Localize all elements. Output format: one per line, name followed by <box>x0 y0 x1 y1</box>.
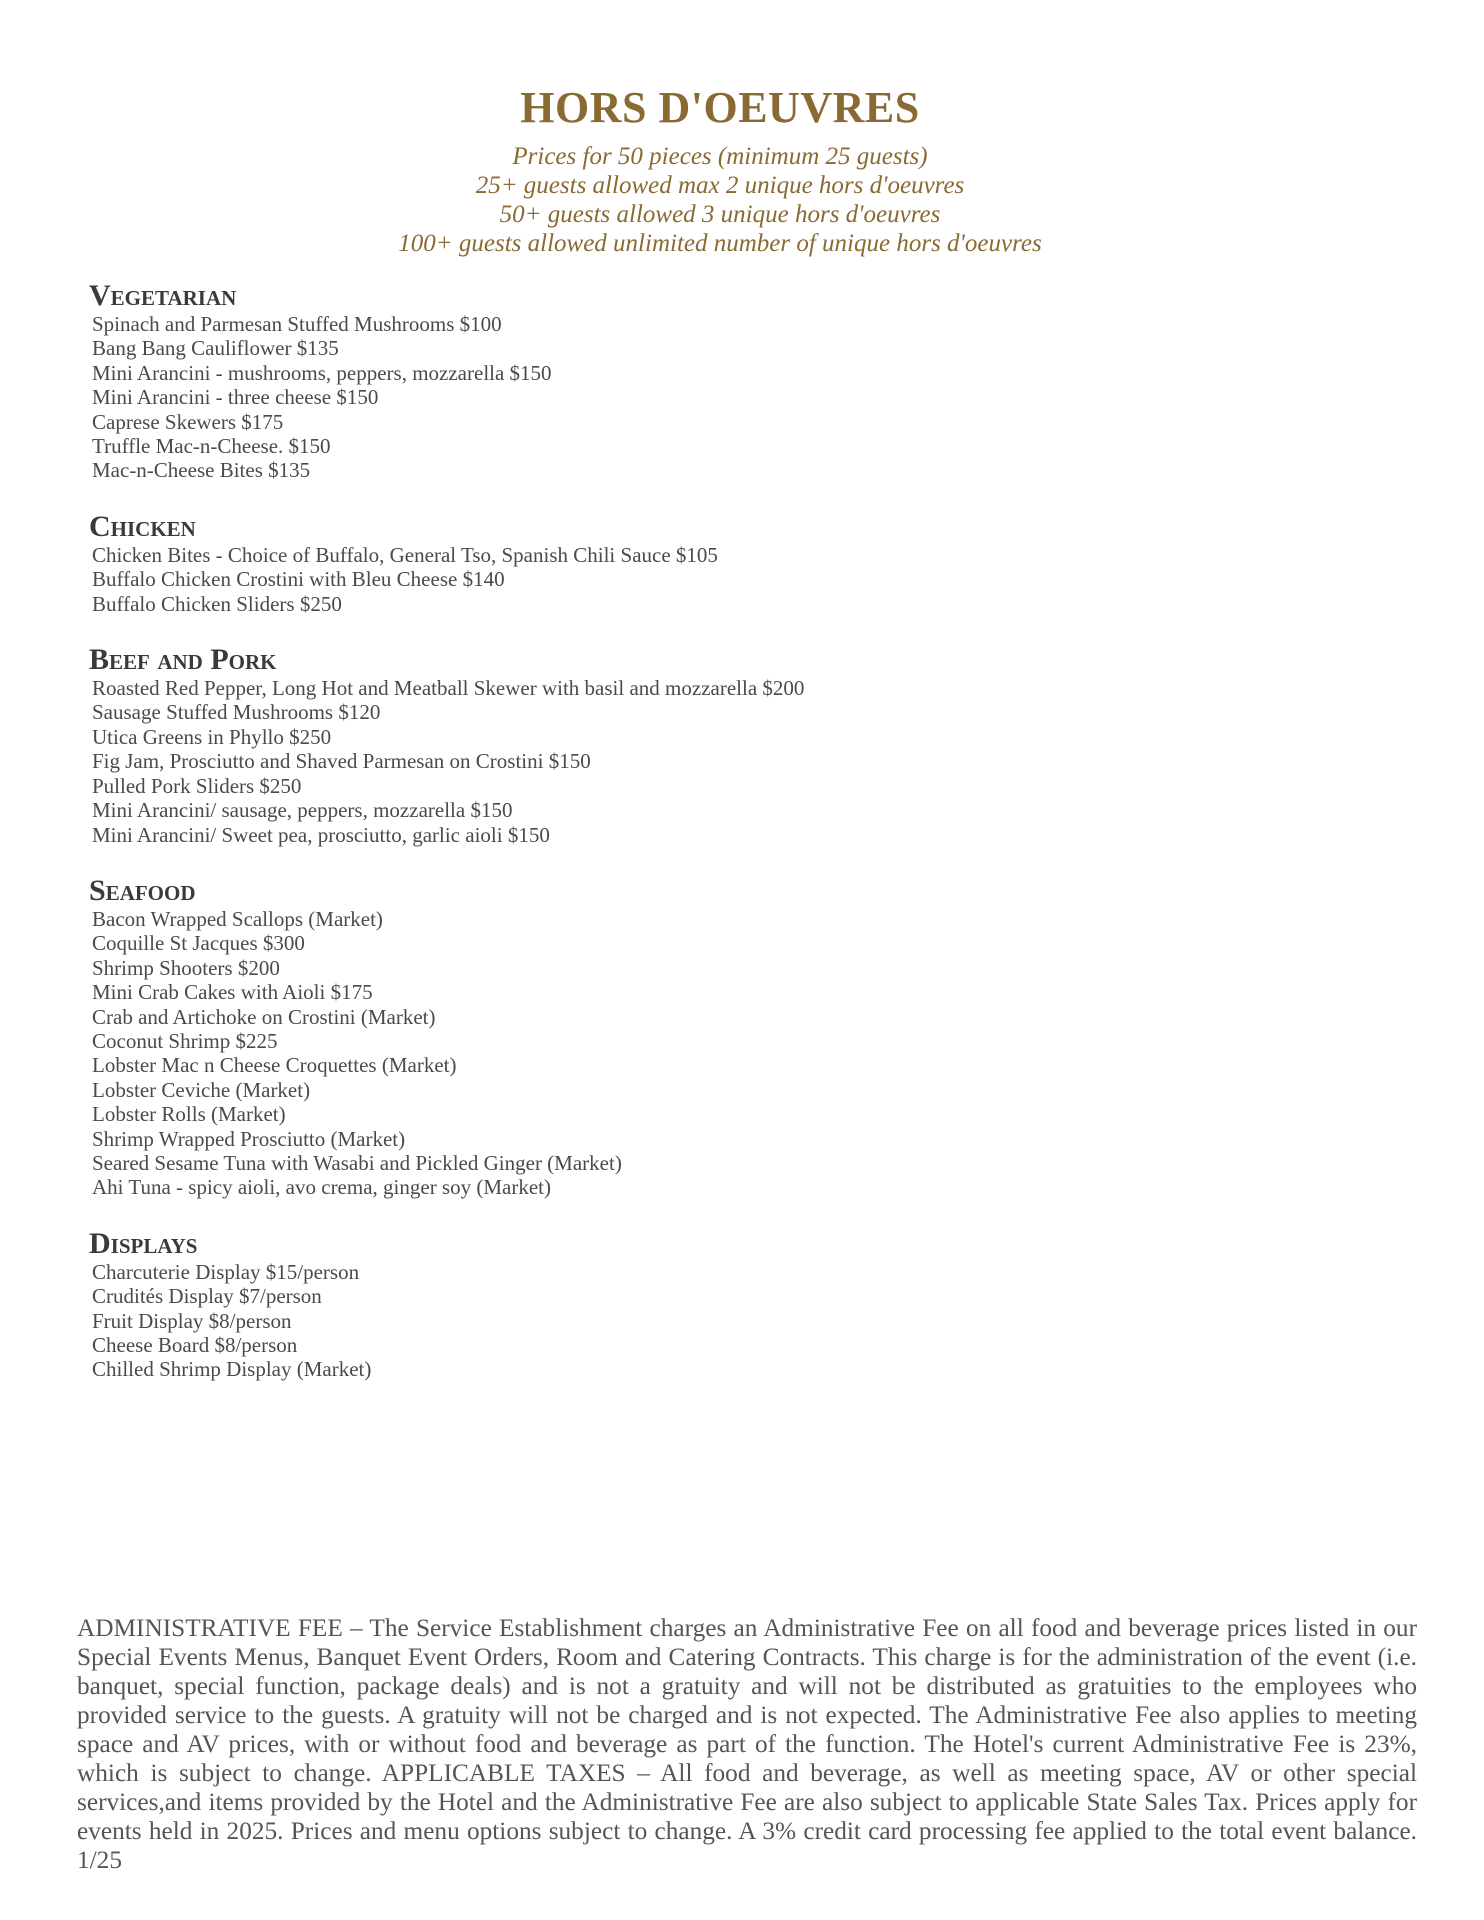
menu-item: Truffle Mac-n-Cheese. $150 <box>92 434 331 459</box>
menu-item: Fig Jam, Prosciutto and Shaved Parmesan on Crostini $150 <box>92 749 591 774</box>
menu-item: Crudités Display $7/person <box>92 1284 322 1309</box>
menu-item: Chilled Shrimp Display (Market) <box>92 1357 372 1382</box>
menu-item: Mini Arancini/ sausage, peppers, mozzarella $150 <box>92 798 513 823</box>
section-title: Displays <box>89 1226 198 1260</box>
section-vegetarian <box>89 279 1292 483</box>
menu-sections <box>89 279 1292 1410</box>
section-beef-and-pork <box>89 643 1292 847</box>
menu-item: Fruit Display $8/person <box>92 1308 292 1333</box>
section-chicken <box>89 509 1292 616</box>
menu-item: Lobster Ceviche (Market) <box>92 1077 311 1102</box>
menu-item: Coquille St Jacques $300 <box>92 931 305 956</box>
menu-item: Mini Arancini - mushrooms, peppers, mozzarella $150 <box>92 360 552 385</box>
section-title: Chicken <box>89 509 196 543</box>
menu-item: Ahi Tuna - spicy aioli, avo crema, ginger soy (Market) <box>92 1175 551 1200</box>
pricing-note: 50+ guests allowed 3 unique hors d'oeuvres <box>499 201 941 228</box>
menu-item: Lobster Mac n Cheese Croquettes (Market) <box>92 1053 457 1078</box>
menu-item: Shrimp Shooters $200 <box>92 955 280 980</box>
menu-item: Mac-n-Cheese Bites $135 <box>92 458 311 483</box>
menu-item: Cheese Board $8/person <box>92 1333 298 1357</box>
menu-item: Crab and Artichoke on Crostini (Market) <box>92 1004 436 1029</box>
menu-item: Buffalo Chicken Sliders $250 <box>92 591 342 616</box>
section-displays <box>89 1226 1292 1382</box>
menu-item: Charcuterie Display $15/person <box>92 1259 360 1284</box>
section-title: Seafood <box>89 873 196 907</box>
menu-item: Mini Arancini - three cheese $150 <box>92 385 379 410</box>
menu-item: Coconut Shrimp $225 <box>92 1028 278 1053</box>
pricing-notes <box>0 142 1440 258</box>
menu-item: Pulled Pork Sliders $250 <box>92 773 302 798</box>
menu-item: Sausage Stuffed Mushrooms $120 <box>92 700 381 725</box>
page-title: HORS D'OEUVRES <box>520 83 920 132</box>
administrative-fee-notice: ADMINISTRATIVE FEE – The Service Establishment charges an Administrative Fee on all food and beverage prices listed in our Special Events Menus, Banquet Event Orders, Room and Catering Contracts. This charge is for the administration of the event (i.e. banquet, special function, package deals) and is not a gratuity and will not be distributed as gratuities to the employees who provided service to the guests. A gratuity will not be charged and is not expected. The Administrative Fee also applies to meeting space and AV prices, with or without food and beverage as part of the function. The Hotel's current Administrative Fee is 23%, which is subject to change. APPLICABLE TAXES – All food and beverage, as well as meeting space, AV or other special services,and items provided by the Hotel and the Administrative Fee are also subject to applicable State Sales Tax. Prices apply for events held in 2025. Prices and menu options subject to change. A 3% credit card processing fee applied to the total event balance. 1/25 <box>77 1614 1417 1874</box>
menu-item: Seared Sesame Tuna with Wasabi and Pickled Ginger (Market) <box>92 1150 622 1175</box>
menu-item: Roasted Red Pepper, Long Hot and Meatball Skewer with basil and mozzarella $200 <box>92 676 805 701</box>
menu-item: Bang Bang Cauliflower $135 <box>92 336 339 361</box>
menu-item: Buffalo Chicken Crostini with Bleu Cheese $140 <box>92 567 505 592</box>
menu-item: Mini Arancini/ Sweet pea, prosciutto, garlic aioli $150 <box>92 822 550 847</box>
menu-item: Chicken Bites - Choice of Buffalo, General Tso, Spanish Chili Sauce $105 <box>92 542 718 567</box>
pricing-note: Prices for 50 pieces (minimum 25 guests) <box>512 143 928 170</box>
pricing-note: 25+ guests allowed max 2 unique hors d'oeuvres <box>475 172 965 199</box>
section-seafood <box>89 873 1292 1200</box>
section-title: Beef and Pork <box>89 643 277 677</box>
menu-item: Bacon Wrapped Scallops (Market) <box>92 906 383 931</box>
menu-item: Lobster Rolls (Market) <box>92 1102 286 1127</box>
menu-item: Caprese Skewers $175 <box>92 409 284 434</box>
menu-item: Shrimp Wrapped Prosciutto (Market) <box>92 1126 406 1151</box>
menu-item: Utica Greens in Phyllo $250 <box>92 724 332 749</box>
menu-item: Spinach and Parmesan Stuffed Mushrooms $100 <box>92 312 502 336</box>
menu-item: Mini Crab Cakes with Aioli $175 <box>92 980 373 1005</box>
pricing-note: 100+ guests allowed unlimited number of unique hors d'oeuvres <box>398 230 1042 257</box>
section-title: Vegetarian <box>89 279 237 312</box>
